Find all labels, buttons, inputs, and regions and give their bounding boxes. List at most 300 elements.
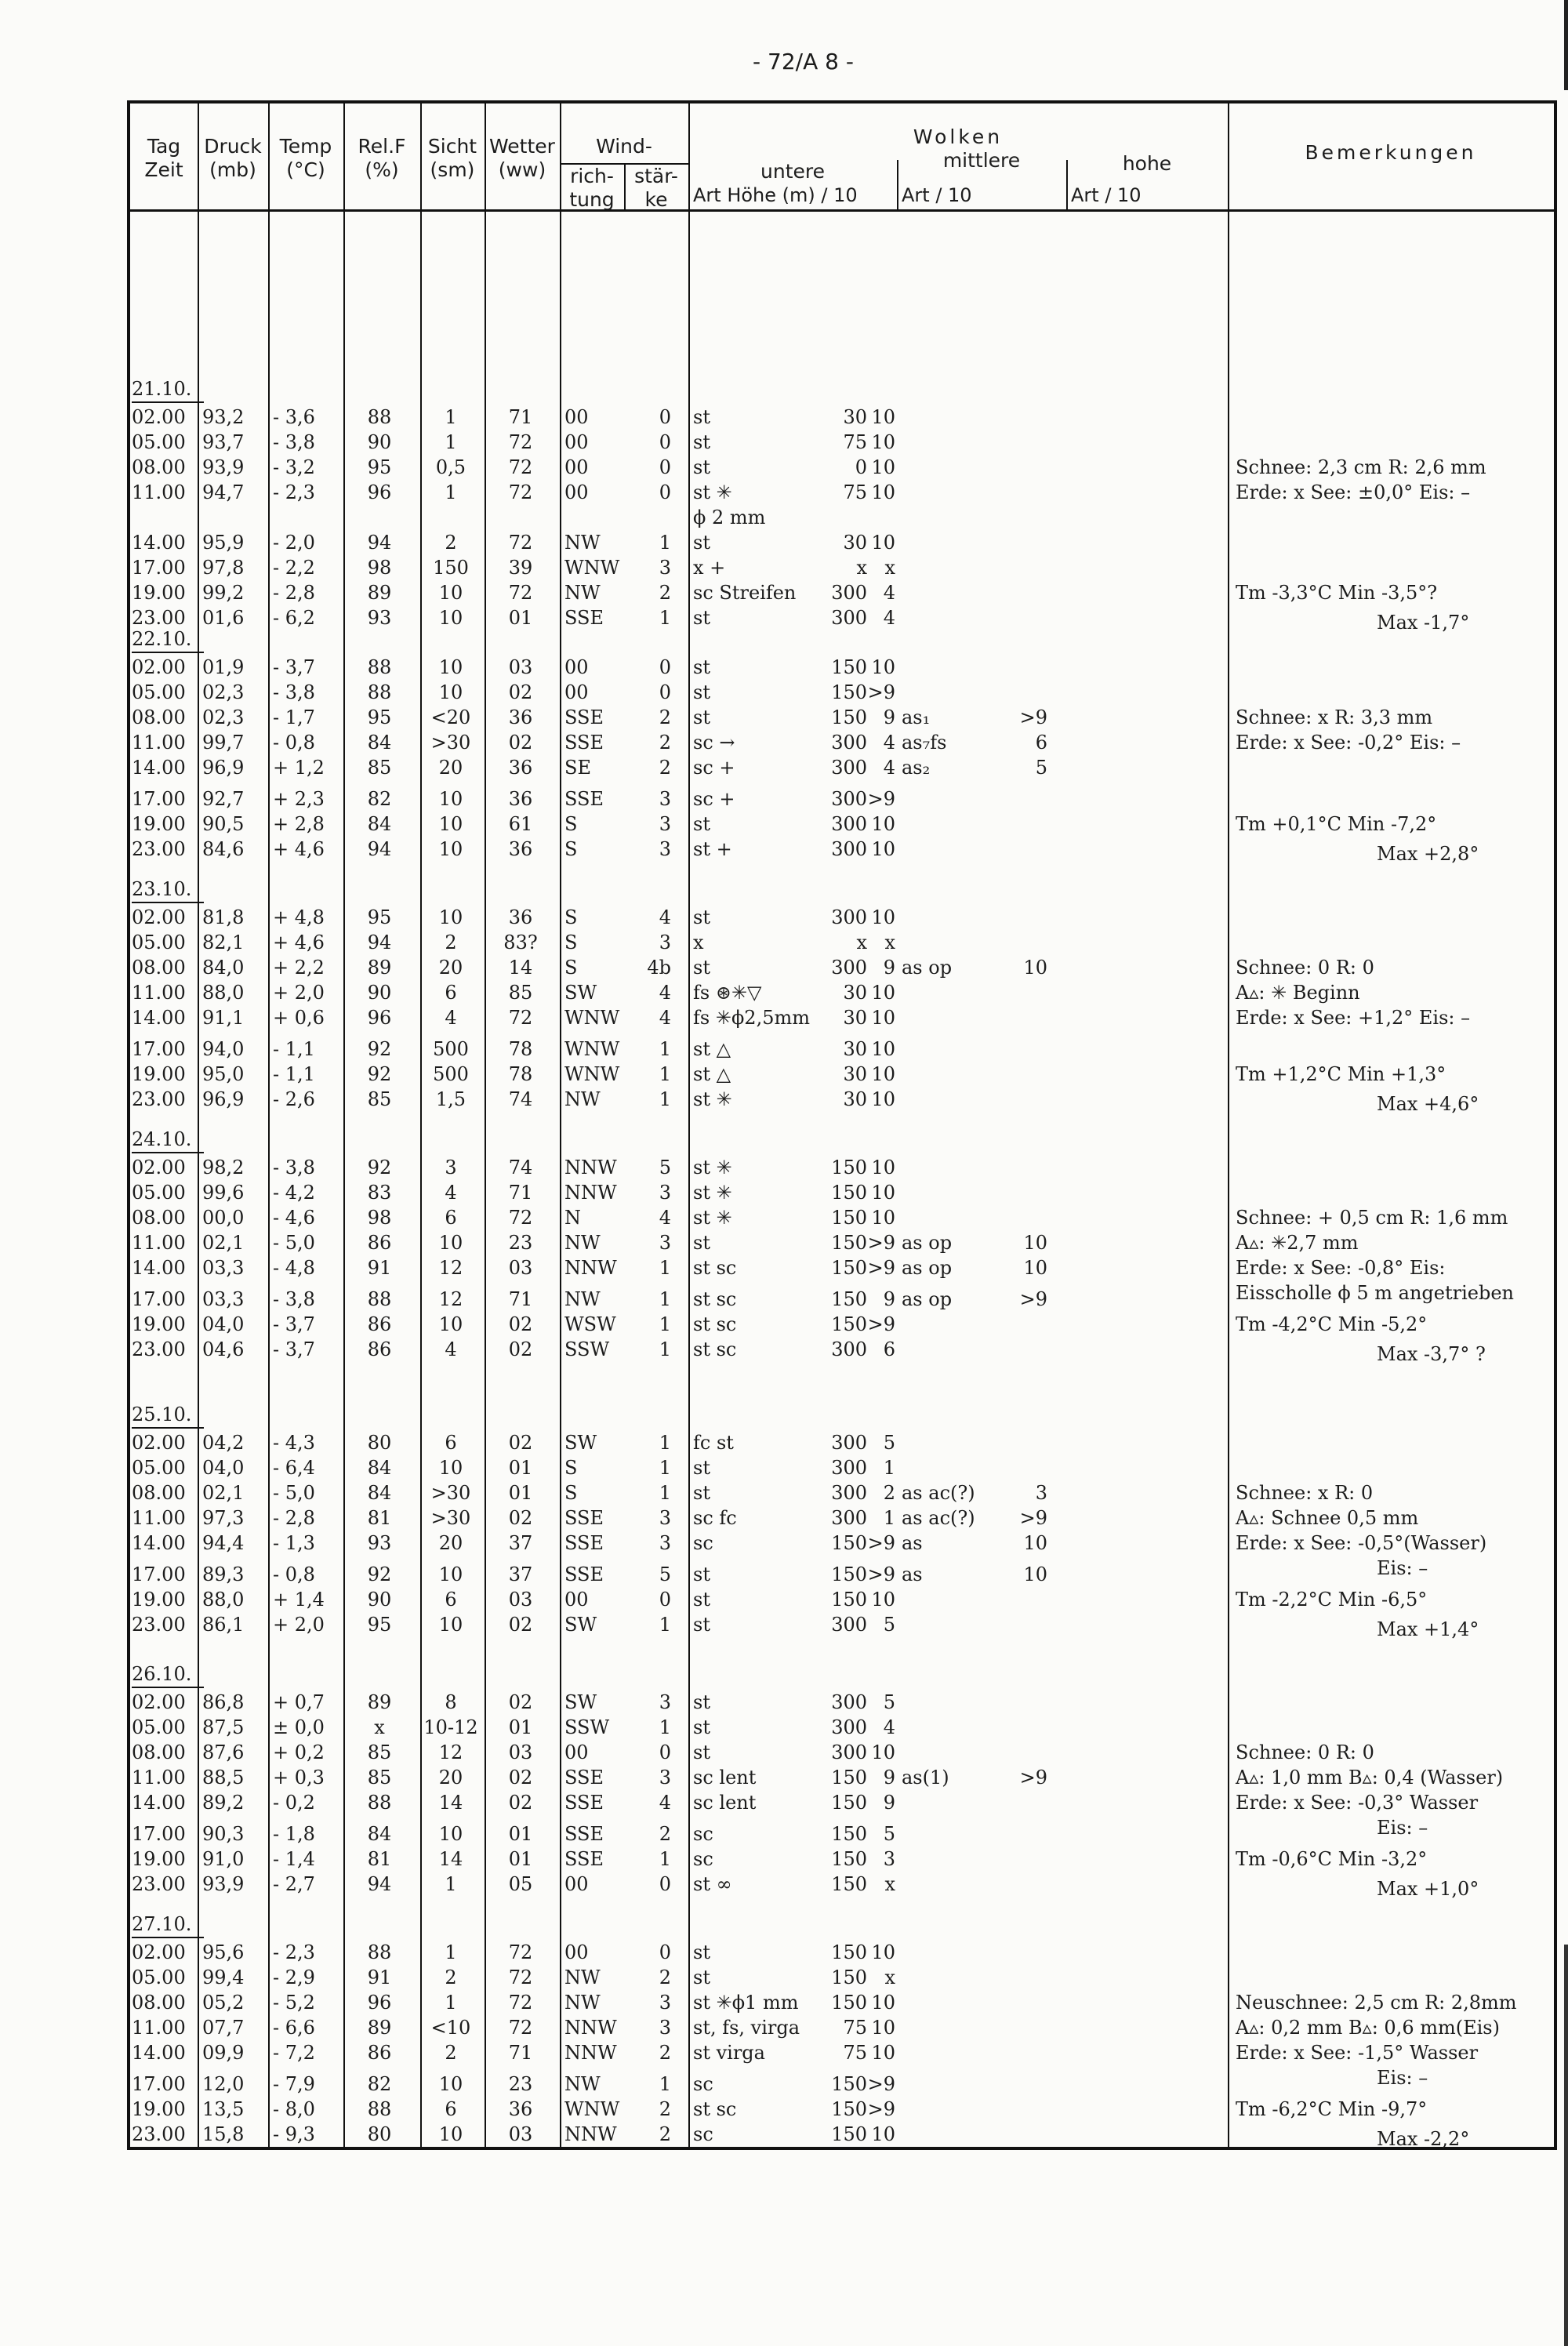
cell-untere-bedeckung: 10 bbox=[871, 406, 895, 428]
remark-line: Erde: x See: +1,2° Eis: – bbox=[1236, 1007, 1471, 1029]
cell-wetter: 71 bbox=[508, 1288, 533, 1310]
cell-untere-bedeckung: >9 bbox=[867, 1232, 895, 1254]
cell-druck: 89,3 bbox=[202, 1563, 245, 1585]
cell-wind-richtung: 00 bbox=[564, 656, 589, 678]
cell-untere-hoehe: 75 bbox=[843, 481, 867, 503]
cell-untere-art: st bbox=[693, 1232, 710, 1254]
cell-druck: 93,2 bbox=[202, 406, 245, 428]
cell-wetter: 85 bbox=[508, 982, 533, 1004]
cell-wind-richtung: WNW bbox=[564, 1007, 620, 1029]
cell-wind-richtung: SSW bbox=[564, 1716, 610, 1738]
cell-temp: + 2,0 bbox=[273, 982, 325, 1004]
cell-relf: 82 bbox=[367, 788, 392, 810]
remark-line: Erde: x See: ±0,0° Eis: – bbox=[1236, 481, 1471, 503]
cell-druck: 12,0 bbox=[202, 2073, 245, 2095]
cell-mittlere-bedeckung: 6 bbox=[1035, 732, 1047, 754]
cell-temp: - 2,8 bbox=[273, 582, 315, 604]
cell-temp: - 2,9 bbox=[273, 1966, 315, 1988]
cell-wind-staerke: 3 bbox=[659, 1507, 671, 1529]
cell-untere-bedeckung: 10 bbox=[871, 1992, 895, 2014]
cell-wind-staerke: 2 bbox=[659, 1823, 671, 1845]
cell-zeit: 19.00 bbox=[132, 1589, 186, 1611]
cell-zeit: 11.00 bbox=[132, 982, 186, 1004]
cell-druck: 02,3 bbox=[202, 706, 245, 728]
cell-druck: 97,3 bbox=[202, 1507, 245, 1529]
cell-zeit: 08.00 bbox=[132, 1207, 186, 1229]
cell-temp: + 2,8 bbox=[273, 813, 325, 835]
cell-sicht: 6 bbox=[445, 1589, 457, 1611]
cell-druck: 82,1 bbox=[202, 932, 245, 953]
cell-temp: - 1,4 bbox=[273, 1848, 315, 1870]
cell-zeit: 19.00 bbox=[132, 2098, 186, 2120]
remark-line: Schnee: x R: 0 bbox=[1236, 1482, 1374, 1504]
cell-temp: - 3,7 bbox=[273, 656, 315, 678]
cell-untere-bedeckung: 3 bbox=[883, 1848, 895, 1870]
cell-untere-art: fc st bbox=[693, 1432, 734, 1454]
cell-mittlere-art: as op bbox=[902, 1288, 953, 1310]
cell-wetter: 74 bbox=[508, 1088, 533, 1110]
cell-wind-staerke: 3 bbox=[659, 813, 671, 835]
cell-wind-staerke: 1 bbox=[659, 1288, 671, 1310]
cell-untere-hoehe: 30 bbox=[843, 406, 867, 428]
cell-wind-staerke: 2 bbox=[659, 582, 671, 604]
cell-temp: - 2,3 bbox=[273, 481, 315, 503]
cell-wetter: 72 bbox=[508, 431, 533, 453]
cell-mittlere-art: as bbox=[902, 1563, 923, 1585]
cell-temp: + 4,8 bbox=[273, 906, 325, 928]
cell-wetter: 02 bbox=[508, 1338, 533, 1360]
cell-wetter: 72 bbox=[508, 1007, 533, 1029]
day-header: 27.10. bbox=[132, 1912, 204, 1938]
table-row bbox=[130, 530, 1554, 555]
cell-relf: 91 bbox=[367, 1966, 392, 1988]
remark-line: Neuschnee: 2,5 cm R: 2,8mm bbox=[1236, 1992, 1517, 2014]
cell-wind-staerke: 4 bbox=[659, 1007, 671, 1029]
cell-wetter: 02 bbox=[508, 1691, 533, 1713]
cell-wind-richtung: NW bbox=[564, 2073, 601, 2095]
cell-mittlere-bedeckung: 10 bbox=[1023, 957, 1047, 979]
cell-untere-bedeckung: x bbox=[884, 1966, 895, 1988]
cell-wetter: 03 bbox=[508, 1589, 533, 1611]
cell-untere-art: st bbox=[693, 1716, 710, 1738]
cell-untere-art: st ✳ϕ1 mm bbox=[693, 1992, 799, 2014]
cell-wind-staerke: 0 bbox=[659, 481, 671, 503]
remark-line: Max -1,7° bbox=[1377, 612, 1470, 634]
cell-temp: - 4,6 bbox=[273, 1207, 315, 1229]
cell-zeit: 14.00 bbox=[132, 1007, 186, 1029]
cell-zeit: 17.00 bbox=[132, 557, 186, 579]
cell-relf: 93 bbox=[367, 1532, 392, 1554]
cell-wind-richtung: SSE bbox=[564, 1507, 604, 1529]
cell-wind-richtung: NNW bbox=[564, 2017, 617, 2039]
cell-untere-art: st △ bbox=[693, 1063, 731, 1085]
cell-druck: 84,0 bbox=[202, 957, 245, 979]
cell-untere-bedeckung: 5 bbox=[883, 1691, 895, 1713]
cell-untere-bedeckung: 9 bbox=[883, 706, 895, 728]
cell-relf: 86 bbox=[367, 1313, 392, 1335]
cell-wind-richtung: NW bbox=[564, 582, 601, 604]
cell-mittlere-bedeckung: 10 bbox=[1023, 1563, 1047, 1585]
cell-untere-bedeckung: >9 bbox=[867, 2098, 895, 2120]
table-row bbox=[130, 655, 1554, 680]
cell-zeit: 11.00 bbox=[132, 1232, 186, 1254]
cell-wetter: 03 bbox=[508, 656, 533, 678]
cell-relf: 84 bbox=[367, 1482, 392, 1504]
cell-druck: 86,8 bbox=[202, 1691, 245, 1713]
table-row bbox=[130, 1037, 1554, 1062]
cell-wetter: 36 bbox=[508, 706, 533, 728]
cell-wetter: 37 bbox=[508, 1563, 533, 1585]
cell-wetter: 02 bbox=[508, 1614, 533, 1636]
cell-sicht: 1 bbox=[445, 406, 457, 428]
cell-wind-richtung: NNW bbox=[564, 1182, 617, 1204]
cell-mittlere-bedeckung: >9 bbox=[1019, 1767, 1047, 1789]
remark-line: Erde: x See: -0,3° Wasser bbox=[1236, 1792, 1479, 1814]
cell-zeit: 02.00 bbox=[132, 1941, 186, 1963]
cell-untere-bedeckung: 1 bbox=[883, 1457, 895, 1479]
cell-untere-art: st ✳ bbox=[693, 1088, 732, 1110]
cell-untere-hoehe: 30 bbox=[843, 1088, 867, 1110]
cell-untere-hoehe: 150 bbox=[831, 681, 867, 703]
cell-relf: 88 bbox=[367, 1941, 392, 1963]
cell-druck: 02,3 bbox=[202, 681, 245, 703]
header-mittlere-sub: Art / 10 bbox=[902, 184, 972, 206]
cell-wetter: 72 bbox=[508, 2017, 533, 2039]
remark-line: Erde: x See: -0,8° Eis: bbox=[1236, 1257, 1446, 1279]
table-row bbox=[130, 2122, 1554, 2147]
cell-wind-richtung: SSE bbox=[564, 1563, 604, 1585]
cell-untere-bedeckung: 10 bbox=[871, 2123, 895, 2145]
cell-relf: 84 bbox=[367, 1823, 392, 1845]
cell-wind-richtung: SSE bbox=[564, 788, 604, 810]
cell-untere-art: sc bbox=[693, 1848, 713, 1870]
cell-wind-richtung: SW bbox=[564, 982, 597, 1004]
cell-druck: 04,2 bbox=[202, 1432, 245, 1454]
table-row bbox=[130, 405, 1554, 430]
cell-untere-art: st sc bbox=[693, 1338, 737, 1360]
cell-untere-hoehe: 300 bbox=[831, 732, 867, 754]
cell-relf: 81 bbox=[367, 1848, 392, 1870]
cell-untere-art: st bbox=[693, 532, 710, 554]
cell-relf: 88 bbox=[367, 1792, 392, 1814]
cell-zeit: 05.00 bbox=[132, 431, 186, 453]
cell-temp: + 2,0 bbox=[273, 1614, 325, 1636]
cell-relf: 85 bbox=[367, 1088, 392, 1110]
remark-line: Tm -0,6°C Min -3,2° bbox=[1236, 1848, 1428, 1870]
cell-untere-hoehe: 150 bbox=[831, 1563, 867, 1585]
cell-untere-bedeckung: 10 bbox=[871, 1182, 895, 1204]
cell-untere-hoehe: 150 bbox=[831, 1182, 867, 1204]
cell-temp: - 3,8 bbox=[273, 1288, 315, 1310]
cell-relf: 89 bbox=[367, 957, 392, 979]
cell-untere-art: sc fc bbox=[693, 1507, 737, 1529]
cell-wind-richtung: S bbox=[564, 957, 578, 979]
day-header: 26.10. bbox=[132, 1661, 204, 1688]
page-edge-bar-lower bbox=[1564, 1945, 1568, 2346]
cell-sicht: 10 bbox=[438, 838, 463, 860]
table-row bbox=[130, 680, 1554, 705]
cell-wetter: 78 bbox=[508, 1063, 533, 1085]
cell-relf: 88 bbox=[367, 681, 392, 703]
cell-sicht: 4 bbox=[445, 1338, 457, 1360]
cell-wind-richtung: SSE bbox=[564, 706, 604, 728]
cell-wind-richtung: SW bbox=[564, 1432, 597, 1454]
cell-sicht: <10 bbox=[430, 2017, 471, 2039]
header-untere-sub: Art Höhe (m) / 10 bbox=[693, 184, 858, 206]
cell-wind-staerke: 3 bbox=[659, 838, 671, 860]
cell-wetter: 02 bbox=[508, 1432, 533, 1454]
remark-line: Max +2,8° bbox=[1377, 843, 1479, 865]
remark-line: A▵: 0,2 mm B▵: 0,6 mm(Eis) bbox=[1236, 2017, 1500, 2039]
cell-relf: 83 bbox=[367, 1182, 392, 1204]
cell-untere-bedeckung: 10 bbox=[871, 656, 895, 678]
cell-untere-bedeckung: 10 bbox=[871, 1589, 895, 1611]
cell-zeit: 08.00 bbox=[132, 456, 186, 478]
cell-relf: 90 bbox=[367, 431, 392, 453]
cell-zeit: 11.00 bbox=[132, 1507, 186, 1529]
cell-wind-staerke: 2 bbox=[659, 757, 671, 779]
cell-untere-bedeckung: 10 bbox=[871, 1088, 895, 1110]
cell-wind-richtung: SSE bbox=[564, 732, 604, 754]
cell-untere-bedeckung: >9 bbox=[867, 1257, 895, 1279]
cell-zeit: 14.00 bbox=[132, 757, 186, 779]
cell-wind-staerke: 0 bbox=[659, 431, 671, 453]
remark-line: Eis: – bbox=[1377, 1817, 1428, 1839]
cell-untere-hoehe: x bbox=[856, 932, 867, 953]
header-mittlere: mittlere bbox=[942, 149, 1021, 172]
remark-line: A▵: ✳ Beginn bbox=[1236, 982, 1360, 1004]
cell-temp: - 4,8 bbox=[273, 1257, 315, 1279]
cell-untere-art: st bbox=[693, 607, 710, 629]
cell-untere-hoehe: 30 bbox=[843, 532, 867, 554]
cell-untere-bedeckung: 9 bbox=[883, 1288, 895, 1310]
cell-untere-bedeckung: 5 bbox=[883, 1432, 895, 1454]
cell-relf: 89 bbox=[367, 2017, 392, 2039]
cell-untere-art: st bbox=[693, 656, 710, 678]
cell-wetter: 03 bbox=[508, 2123, 533, 2145]
cell-temp: - 6,6 bbox=[273, 2017, 315, 2039]
remark-line: Erde: x See: -0,5°(Wasser) bbox=[1236, 1532, 1487, 1554]
cell-sicht: 12 bbox=[438, 1288, 463, 1310]
cell-untere-hoehe: 150 bbox=[831, 1992, 867, 2014]
cell-wind-staerke: 1 bbox=[659, 532, 671, 554]
cell-untere-hoehe: 150 bbox=[831, 1313, 867, 1335]
cell-untere-hoehe: 150 bbox=[831, 1823, 867, 1845]
cell-temp: - 2,7 bbox=[273, 1873, 315, 1895]
cell-sicht: 4 bbox=[445, 1007, 457, 1029]
cell-untere-art: sc → bbox=[693, 732, 735, 754]
cell-wind-staerke: 2 bbox=[659, 732, 671, 754]
cell-untere-bedeckung: 10 bbox=[871, 1741, 895, 1763]
table-row bbox=[130, 1821, 1554, 1847]
cell-zeit: 05.00 bbox=[132, 1457, 186, 1479]
cell-sicht: 8 bbox=[445, 1691, 457, 1713]
cell-relf: 89 bbox=[367, 1691, 392, 1713]
day-header: 23.10. bbox=[132, 877, 204, 903]
cell-sicht: 20 bbox=[438, 1532, 463, 1554]
cell-untere-art: st △ bbox=[693, 1038, 731, 1060]
cell-wind-richtung: WNW bbox=[564, 1063, 620, 1085]
cell-druck: 97,8 bbox=[202, 557, 245, 579]
cell-untere-art: st bbox=[693, 906, 710, 928]
cell-wind-staerke: 1 bbox=[659, 1088, 671, 1110]
remark-line: Eisscholle ϕ 5 m angetrieben bbox=[1236, 1282, 1514, 1304]
cell-sicht: <20 bbox=[430, 706, 471, 728]
table-row bbox=[130, 1940, 1554, 1965]
cell-sicht: 2 bbox=[445, 1966, 457, 1988]
day-header: 24.10. bbox=[132, 1127, 204, 1153]
cell-druck: 96,9 bbox=[202, 757, 245, 779]
cell-druck: 02,1 bbox=[202, 1232, 245, 1254]
remark-line: Schnee: + 0,5 cm R: 1,6 mm bbox=[1236, 1207, 1508, 1229]
cell-druck: 93,9 bbox=[202, 1873, 245, 1895]
cell-wind-richtung: NW bbox=[564, 1288, 601, 1310]
cell-druck: 99,6 bbox=[202, 1182, 245, 1204]
cell-untere-art: sc lent bbox=[693, 1767, 757, 1789]
cell-zeit: 05.00 bbox=[132, 1716, 186, 1738]
cell-untere-bedeckung: 4 bbox=[883, 757, 895, 779]
cell-untere-art: st bbox=[693, 1741, 710, 1763]
cell-relf: 94 bbox=[367, 532, 392, 554]
table-row bbox=[130, 2072, 1554, 2097]
cell-untere-art: sc + bbox=[693, 757, 735, 779]
remark-line: Schnee: 0 R: 0 bbox=[1236, 957, 1374, 979]
cell-zeit: 17.00 bbox=[132, 1823, 186, 1845]
table-row bbox=[130, 1562, 1554, 1587]
cell-wetter: 72 bbox=[508, 532, 533, 554]
cell-untere-bedeckung: x bbox=[884, 1873, 895, 1895]
cell-wind-staerke: 3 bbox=[659, 1691, 671, 1713]
cell-wind-staerke: 1 bbox=[659, 1257, 671, 1279]
cell-wind-richtung: SSW bbox=[564, 1338, 610, 1360]
cell-untere-hoehe: 300 bbox=[831, 1716, 867, 1738]
cell-temp: - 0,8 bbox=[273, 732, 315, 754]
header-hohe: hohe bbox=[1122, 152, 1172, 175]
cell-druck: 96,9 bbox=[202, 1088, 245, 1110]
cell-sicht: 6 bbox=[445, 1432, 457, 1454]
cell-temp: + 2,2 bbox=[273, 957, 325, 979]
cell-wind-richtung: NW bbox=[564, 1992, 601, 2014]
cell-temp: + 4,6 bbox=[273, 932, 325, 953]
cell-untere-hoehe: x bbox=[856, 557, 867, 579]
cell-wind-staerke: 3 bbox=[659, 1182, 671, 1204]
cell-untere-bedeckung: 10 bbox=[871, 2042, 895, 2064]
cell-untere-art: st sc bbox=[693, 1288, 737, 1310]
cell-wind-richtung: S bbox=[564, 906, 578, 928]
cell-untere-bedeckung: >9 bbox=[867, 1532, 895, 1554]
cell-untere-hoehe: 150 bbox=[831, 1792, 867, 1814]
cell-untere-bedeckung: >9 bbox=[867, 788, 895, 810]
cell-wind-staerke: 0 bbox=[659, 406, 671, 428]
cell-wind-staerke: 4 bbox=[659, 1792, 671, 1814]
cell-untere-art: st sc bbox=[693, 2098, 737, 2120]
cell-wind-staerke: 1 bbox=[659, 1063, 671, 1085]
remark-line: Eis: – bbox=[1377, 2067, 1428, 2089]
cell-wetter: 72 bbox=[508, 456, 533, 478]
cell-sicht: 20 bbox=[438, 1767, 463, 1789]
weather-table bbox=[127, 100, 1557, 2150]
cell-relf: 88 bbox=[367, 656, 392, 678]
cell-relf: 80 bbox=[367, 1432, 392, 1454]
cell-sicht: >30 bbox=[430, 732, 471, 754]
cell-temp: ± 0,0 bbox=[273, 1716, 325, 1738]
cell-wind-richtung: SW bbox=[564, 1614, 597, 1636]
cell-wind-staerke: 4 bbox=[659, 906, 671, 928]
cell-untere-hoehe: 75 bbox=[843, 431, 867, 453]
cell-wetter: 01 bbox=[508, 1823, 533, 1845]
remark-line: Tm -3,3°C Min -3,5°? bbox=[1236, 582, 1438, 604]
cell-sicht: 0,5 bbox=[435, 456, 466, 478]
cell-zeit: 17.00 bbox=[132, 2073, 186, 2095]
remark-line: Schnee: x R: 3,3 mm bbox=[1236, 706, 1433, 728]
cell-untere-hoehe: 30 bbox=[843, 1063, 867, 1085]
cell-untere-hoehe: 300 bbox=[831, 1507, 867, 1529]
cell-temp: + 1,4 bbox=[273, 1589, 325, 1611]
remark-line: Schnee: 0 R: 0 bbox=[1236, 1741, 1374, 1763]
cell-wind-richtung: 00 bbox=[564, 1589, 589, 1611]
cell-druck: 95,6 bbox=[202, 1941, 245, 1963]
cell-zeit: 14.00 bbox=[132, 2042, 186, 2064]
cell-zeit: 08.00 bbox=[132, 1482, 186, 1504]
cell-wetter: 02 bbox=[508, 1507, 533, 1529]
header-temp: Temp (°C) bbox=[279, 135, 332, 181]
cell-wetter: 01 bbox=[508, 1716, 533, 1738]
page-edge-bar bbox=[1564, 0, 1568, 90]
cell-zeit: 17.00 bbox=[132, 1288, 186, 1310]
cell-untere-hoehe: 150 bbox=[831, 1589, 867, 1611]
cell-untere-bedeckung: >9 bbox=[867, 1313, 895, 1335]
cell-zeit: 23.00 bbox=[132, 1338, 186, 1360]
cell-sicht: 1 bbox=[445, 1873, 457, 1895]
cell-wind-richtung: NNW bbox=[564, 2123, 617, 2145]
cell-zeit: 11.00 bbox=[132, 732, 186, 754]
cell-wetter: 14 bbox=[508, 957, 533, 979]
cell-relf: 85 bbox=[367, 757, 392, 779]
cell-relf: 90 bbox=[367, 982, 392, 1004]
cell-wind-richtung: WSW bbox=[564, 1313, 616, 1335]
cell-untere-hoehe: 300 bbox=[831, 582, 867, 604]
cell-wind-staerke: 1 bbox=[659, 1338, 671, 1360]
cell-druck: 95,9 bbox=[202, 532, 245, 554]
cell-wetter: 01 bbox=[508, 1482, 533, 1504]
cell-untere-hoehe: 0 bbox=[855, 456, 867, 478]
cell-temp: + 0,3 bbox=[273, 1767, 325, 1789]
cell-zeit: 02.00 bbox=[132, 1432, 186, 1454]
cell-temp: - 3,2 bbox=[273, 456, 315, 478]
cell-wind-richtung: SSE bbox=[564, 1767, 604, 1789]
cell-untere-hoehe: 75 bbox=[843, 2017, 867, 2039]
cell-wind-richtung: NNW bbox=[564, 2042, 617, 2064]
cell-druck: 90,3 bbox=[202, 1823, 245, 1845]
cell-wind-staerke: 1 bbox=[659, 1614, 671, 1636]
cell-wetter: 71 bbox=[508, 406, 533, 428]
cell-sicht: 10 bbox=[438, 656, 463, 678]
cell-druck: 09,9 bbox=[202, 2042, 245, 2064]
cell-mittlere-bedeckung: 10 bbox=[1023, 1232, 1047, 1254]
cell-relf: 92 bbox=[367, 1063, 392, 1085]
cell-temp: - 0,2 bbox=[273, 1792, 315, 1814]
cell-wind-richtung: S bbox=[564, 1457, 578, 1479]
remark-line: Max -3,7° ? bbox=[1377, 1343, 1486, 1365]
cell-untere-bedeckung: 10 bbox=[871, 532, 895, 554]
cell-wetter: 02 bbox=[508, 1767, 533, 1789]
cell-zeit: 05.00 bbox=[132, 1182, 186, 1204]
cell-druck: 94,0 bbox=[202, 1038, 245, 1060]
cell-untere-hoehe: 300 bbox=[831, 1482, 867, 1504]
cell-wind-staerke: 1 bbox=[659, 1716, 671, 1738]
cell-zeit: 19.00 bbox=[132, 813, 186, 835]
cell-untere-hoehe: 300 bbox=[831, 1741, 867, 1763]
